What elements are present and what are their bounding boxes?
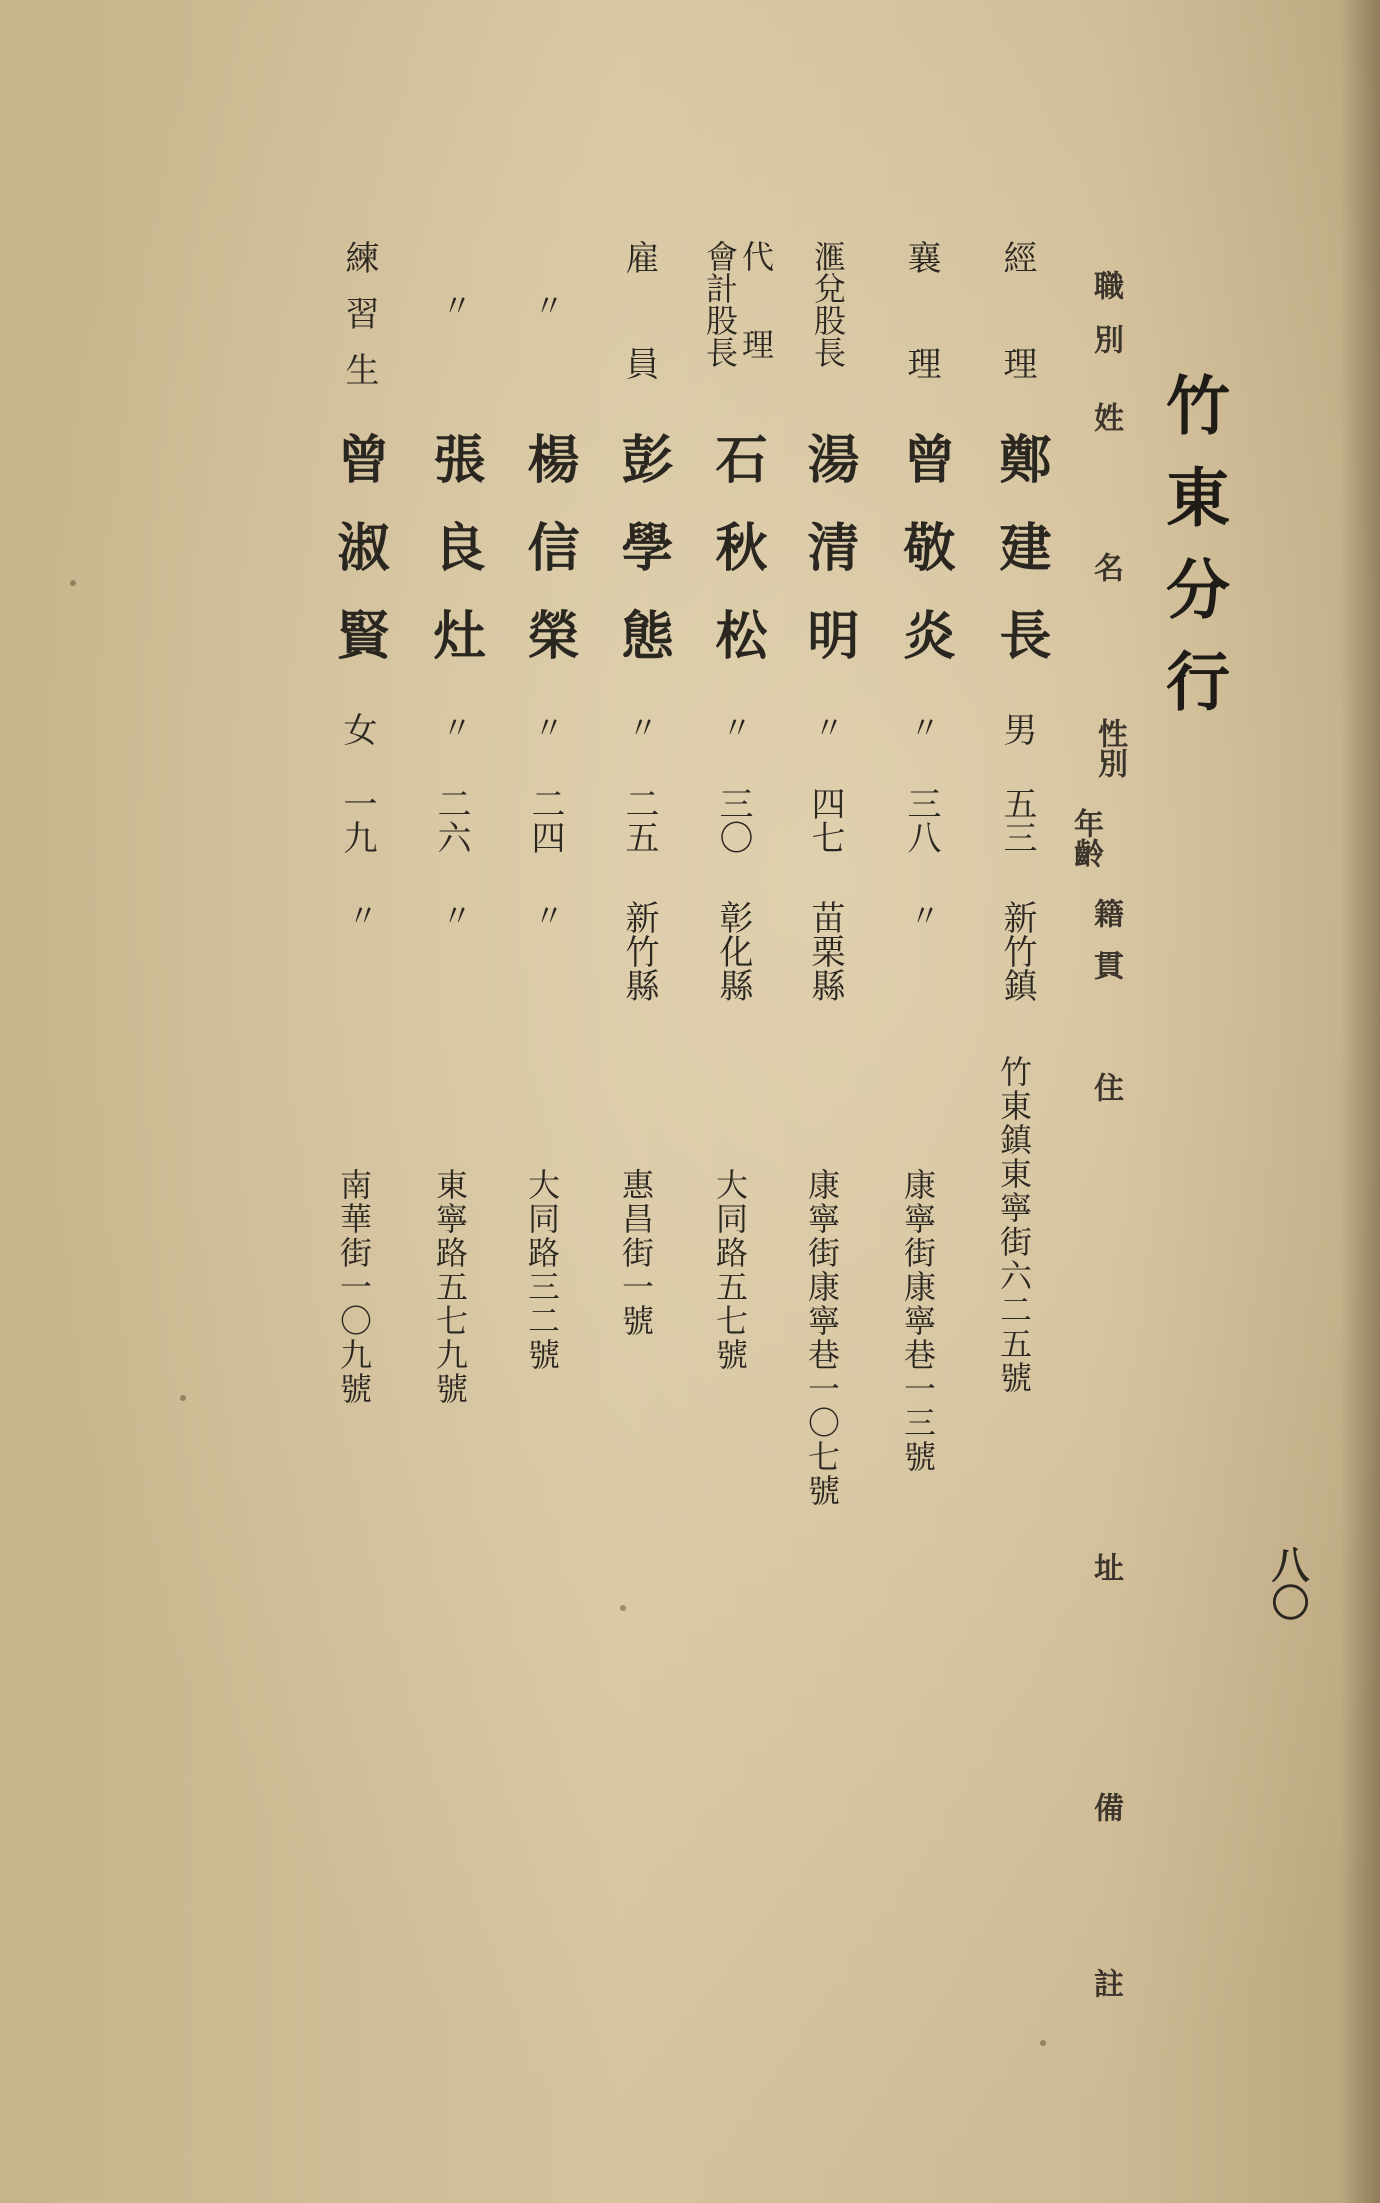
row-origin: 〃 (904, 900, 939, 930)
row-origin: 新竹縣 (619, 900, 659, 1002)
row-origin: 新竹鎮 (997, 900, 1037, 1002)
row-name: 曾淑賢 (328, 432, 389, 696)
row-role-line2: 會計股長 (701, 240, 739, 368)
paper-speck (70, 580, 76, 586)
row-origin: 彰化縣 (713, 900, 753, 1002)
row-age: 二六 (431, 786, 471, 854)
row-origin: 〃 (528, 900, 563, 930)
row-age: 二四 (525, 786, 565, 854)
header-note-end: 註 (1088, 1968, 1123, 1998)
row-sex: 〃 (716, 712, 751, 742)
row-origin: 〃 (342, 900, 377, 930)
header-age: 年齡 (1068, 808, 1103, 868)
row-sex: 〃 (622, 712, 657, 742)
header-note-start: 備 (1088, 1792, 1123, 1822)
row-address: 竹東鎮東寧街六二五號 (995, 1055, 1033, 1395)
row-name: 彭學態 (612, 432, 673, 696)
row-name: 石秋松 (706, 432, 767, 696)
row-age: 二五 (619, 786, 659, 854)
row-age: 三〇 (713, 786, 753, 854)
row-role: 練習生 (339, 240, 379, 408)
row-address: 惠昌街一號 (617, 1168, 655, 1338)
row-name: 曾敬炎 (894, 432, 955, 696)
header-sex: 性別 (1092, 718, 1127, 778)
row-sex: 〃 (904, 712, 939, 742)
header-address-end: 址 (1088, 1552, 1123, 1582)
row-role: 滙兌股長 (809, 240, 847, 368)
row-sex: 女 (337, 712, 377, 746)
row-age: 一九 (337, 786, 377, 854)
row-sex: 〃 (436, 712, 471, 742)
row-name: 楊信榮 (518, 432, 579, 696)
row-name: 張良灶 (424, 432, 485, 696)
header-role: 職別 (1088, 270, 1123, 378)
header-name: 姓名 (1088, 402, 1123, 702)
row-address: 大同路三二號 (523, 1168, 561, 1372)
row-address: 康寧街康寧巷一〇七號 (803, 1168, 841, 1508)
row-role: 經理 (997, 240, 1037, 452)
row-role: 襄理 (901, 240, 941, 452)
header-address-start: 住 (1088, 1072, 1123, 1102)
row-sex: 〃 (808, 712, 843, 742)
row-role: 雇員 (619, 240, 659, 452)
row-name: 鄭建長 (990, 432, 1051, 696)
row-age: 五三 (997, 786, 1037, 854)
row-origin: 苗栗縣 (805, 900, 845, 1002)
row-role: 〃 (528, 290, 563, 320)
row-sex: 男 (997, 712, 1037, 746)
page-number: 八〇 (1265, 1545, 1310, 1621)
paper-speck (620, 1605, 626, 1611)
row-age: 三八 (901, 786, 941, 854)
row-role-line1: 代理 (737, 240, 775, 416)
paper-speck (180, 1395, 186, 1401)
row-sex: 〃 (528, 712, 563, 742)
row-address: 大同路五七號 (711, 1168, 749, 1372)
header-origin: 籍貫 (1088, 898, 1123, 1002)
row-age: 四七 (805, 786, 845, 854)
row-address: 東寧路五七九號 (431, 1168, 469, 1406)
page-title: 竹東分行 (1155, 372, 1230, 740)
row-role: 〃 (436, 290, 471, 320)
row-name: 湯清明 (798, 432, 859, 696)
row-address: 南華街一〇九號 (335, 1168, 373, 1406)
page-edge-shadow (1340, 0, 1380, 2203)
row-origin: 〃 (436, 900, 471, 930)
row-address: 康寧街康寧巷一三號 (899, 1168, 937, 1474)
paper-speck (1040, 2040, 1046, 2046)
